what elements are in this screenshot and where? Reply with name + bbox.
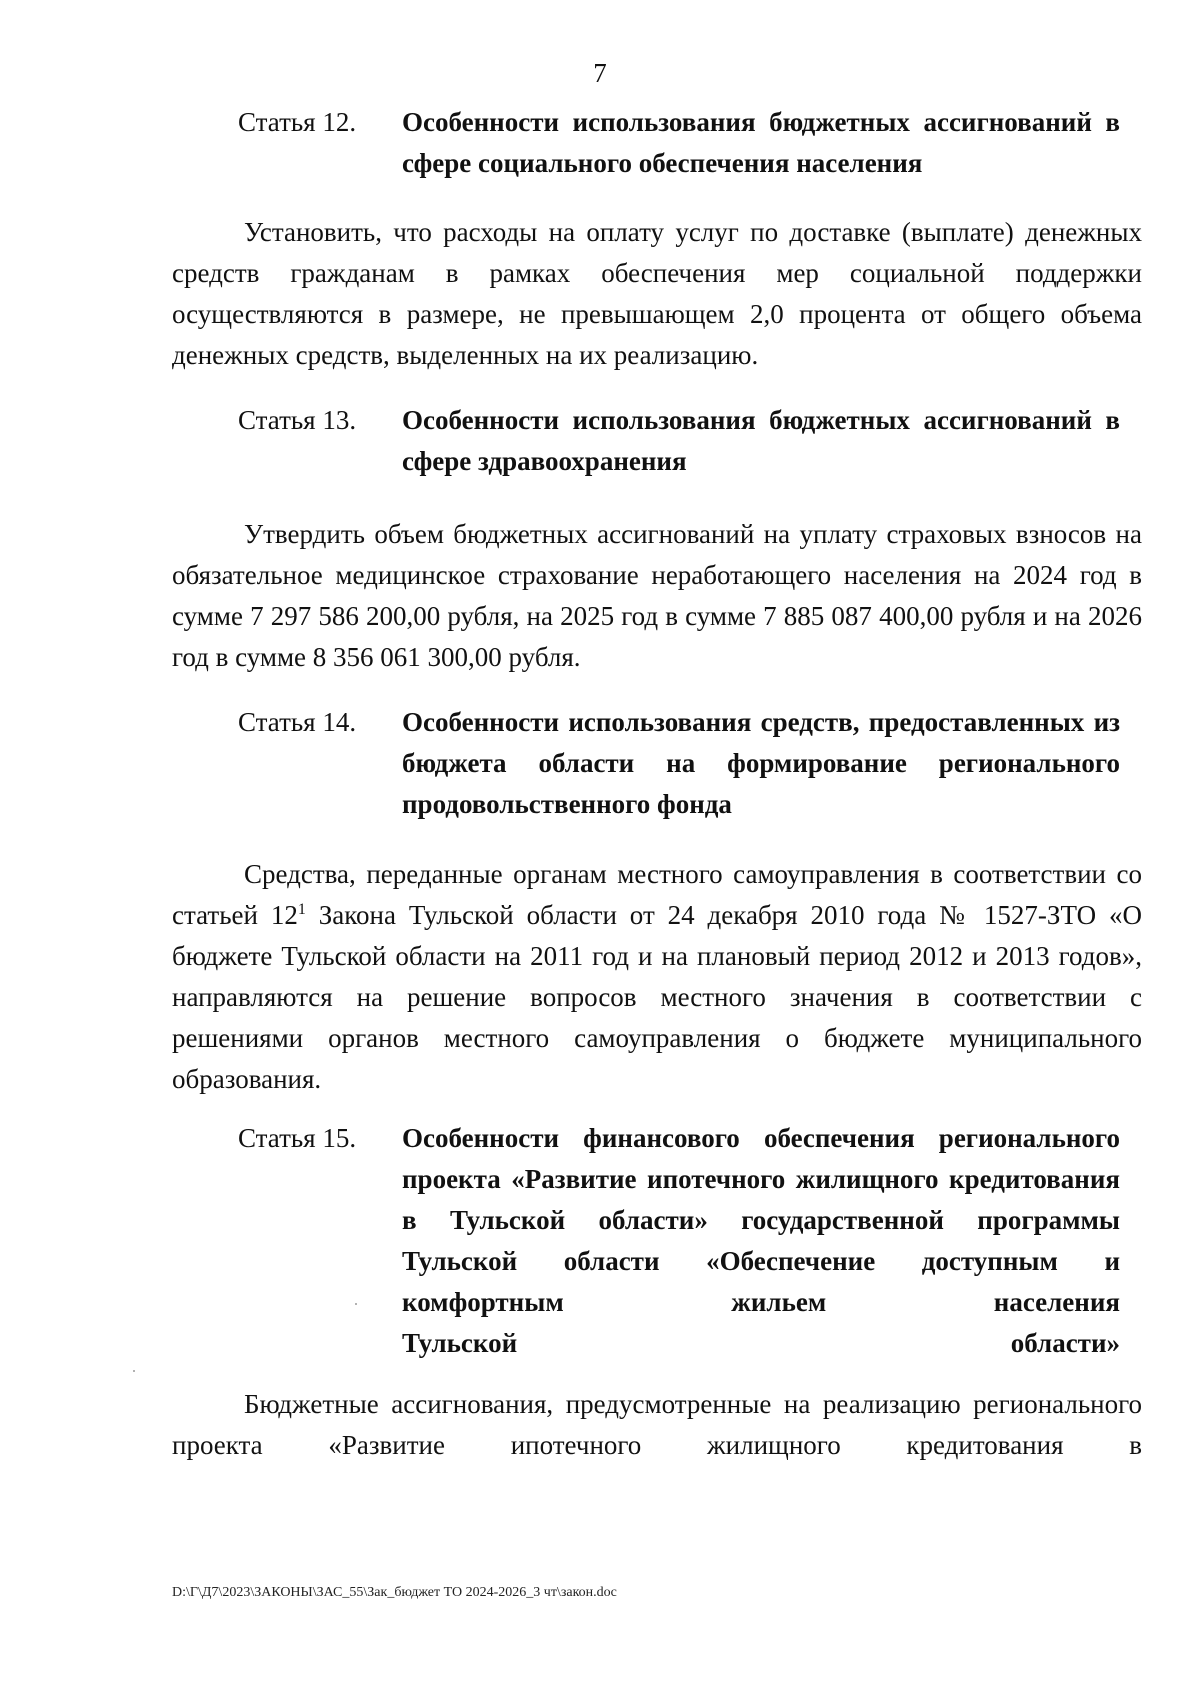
article-number: Статья 13.	[238, 405, 357, 435]
paragraph-text: Закона Тульской области от 24 декабря 2010 года № 1527-ЗТО «О бюджете Тульской области на 2011 год и на плановый период 2012 и 2013 годов», направляются на решение вопросов местного значения в соответствии с решениями органов местного самоуправления о бюджете муниципального образования.	[172, 900, 1142, 1094]
article-title-last-line: Тульской области»	[402, 1328, 1120, 1358]
article-title	[402, 1118, 1120, 1364]
scan-artifact	[133, 1370, 135, 1372]
article-number: Статья 14.	[238, 707, 357, 737]
article-number: Статья 15.	[238, 1123, 357, 1153]
article-title: Особенности использования бюджетных ассигнований в сфере социального обеспечения населения	[402, 107, 1120, 178]
paragraph-text: Средства, переданные органам местного самоуправления в соответствии со статьей 12	[172, 859, 1142, 930]
article-superscript: 1	[297, 901, 306, 918]
footer-file-path: D:\Г\Д7\2023\ЗАКОНЫ\ЗАС_55\Зак_бюджет ТО 2024-2026_3 чт\закон.doc	[172, 1585, 617, 1600]
article-13-paragraph: Утвердить объем бюджетных ассигнований на уплату страховых взносов на обязательное медицинское страхование неработающего населения на 2024 год в сумме 7 297 586 200,00 рубля, на 2025 год в сумме 7 885 087 400,00 рубля и на 2026 год в сумме 8 356 061 300,00 рубля.	[172, 519, 1142, 672]
article-number: Статья 12.	[238, 107, 357, 137]
article-title: Особенности использования средств, предоставленных из бюджета области на формирование регионального продовольственного фонда	[402, 707, 1120, 819]
article-14-paragraph	[172, 854, 1142, 1100]
article-title-main: Особенности финансового обеспечения регионального проекта «Развитие ипотечного жилищного кредитования в Тульской области» государственной программы Тульской области «Обеспечение доступным и комфортным жильем населения	[402, 1123, 1120, 1317]
article-15-paragraph: Бюджетные ассигнования, предусмотренные на реализацию регионального проекта «Развитие ипотечного жилищного кредитования в	[172, 1389, 1142, 1460]
article-12-paragraph: Установить, что расходы на оплату услуг по доставке (выплате) денежных средств гражданам в рамках обеспечения мер социальной поддержки осуществляются в размере, не превышающем 2,0 процента от общего объема денежных средств, выделенных на их реализацию.	[172, 217, 1142, 370]
article-title: Особенности использования бюджетных ассигнований в сфере здравоохранения	[402, 405, 1120, 476]
page-number: 7	[593, 58, 607, 88]
scan-artifact	[355, 1303, 357, 1305]
